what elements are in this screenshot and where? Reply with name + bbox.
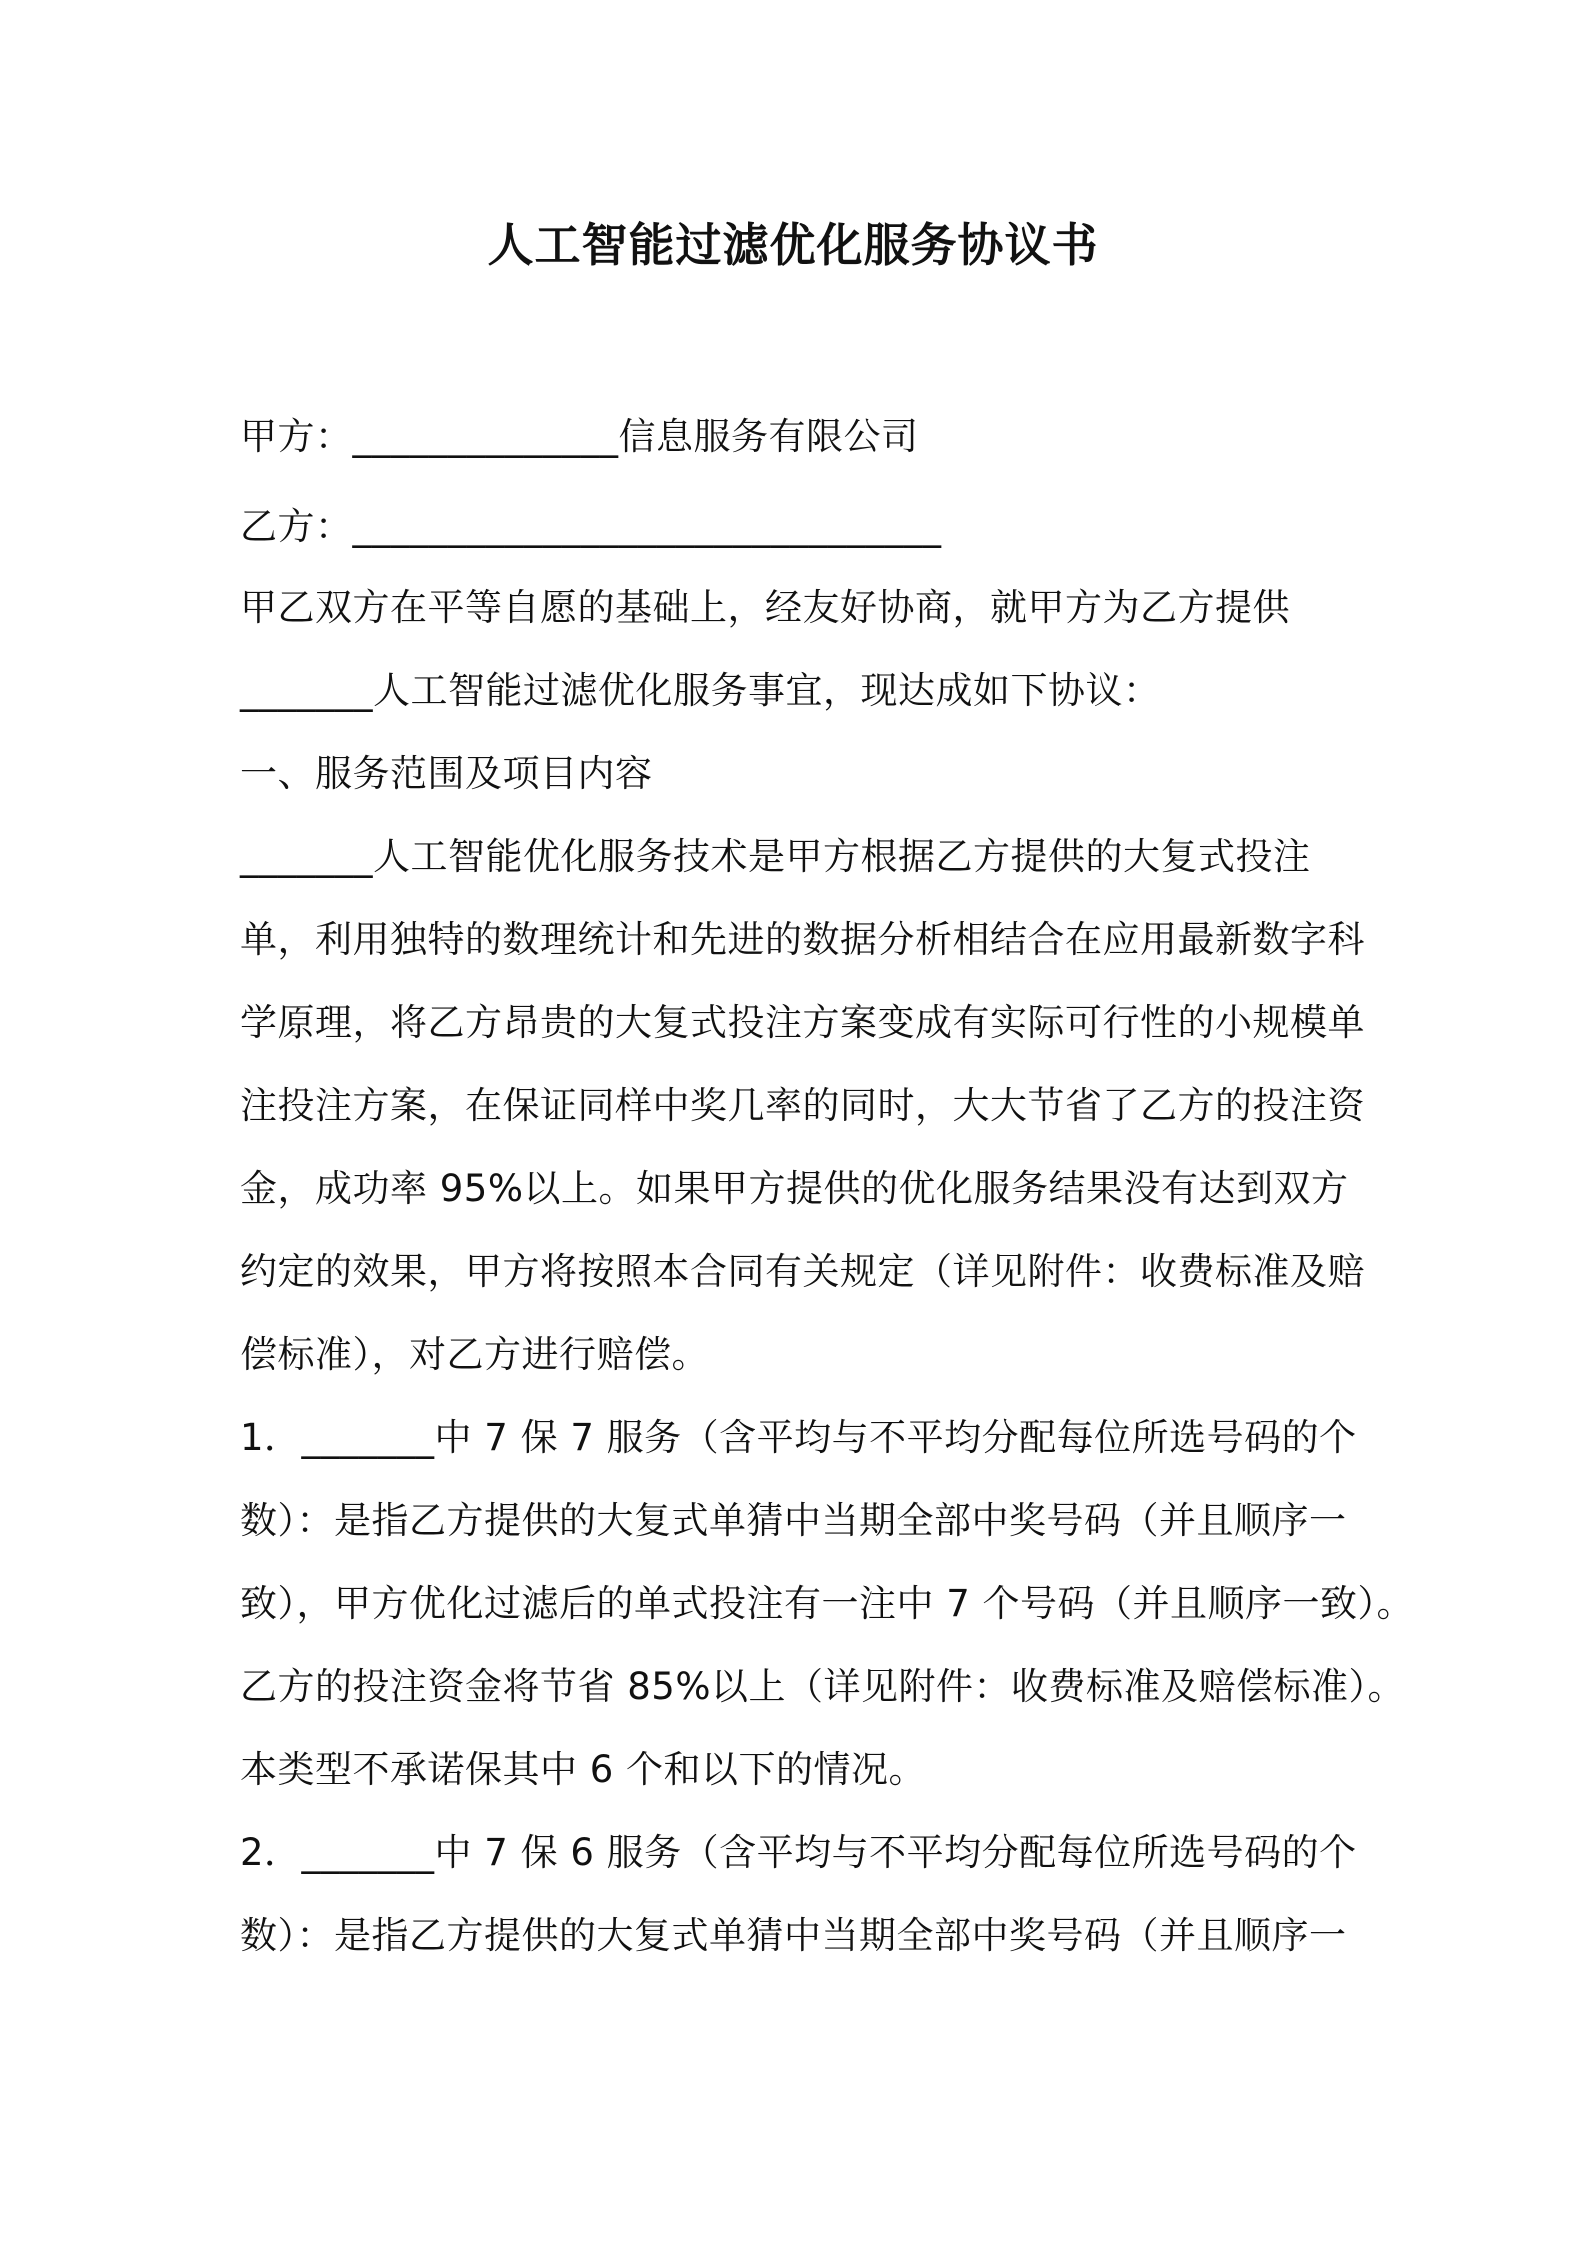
list-item-line: 2．_______中 7 保 6 服务（含平均与不平均分配每位所选号码的个 [240,1831,1357,1874]
paragraph-line: 约定的效果，甲方将按照本合同有关规定（详见附件：收费标准及赔 [240,1250,1365,1293]
section-heading: 一、服务范围及项目内容 [240,752,653,795]
paragraph-line: _______人工智能过滤优化服务事宜，现达成如下协议： [240,669,1161,712]
paragraph-line: 偿标准），对乙方进行赔偿。 [240,1333,709,1376]
paragraph-line: 乙方的投注资金将节省 85%以上（详见附件：收费标准及赔偿标准）。 [240,1665,1405,1708]
paragraph-line: 致），甲方优化过滤后的单式投注有一注中 7 个号码（并且顺序一致）。 [240,1582,1415,1625]
document-title: 人工智能过滤优化服务协议书 [487,218,1099,272]
paragraph-line: 注投注方案，在保证同样中奖几率的同时，大大节省了乙方的投注资 [240,1084,1365,1127]
list-item-line: 1．_______中 7 保 7 服务（含平均与不平均分配每位所选号码的个 [240,1416,1357,1459]
paragraph-line: 单，利用独特的数理统计和先进的数据分析相结合在应用最新数字科 [240,918,1365,961]
paragraph-line: 甲乙双方在平等自愿的基础上，经友好协商，就甲方为乙方提供 [240,586,1290,629]
paragraph-line: 学原理，将乙方昂贵的大复式投注方案变成有实际可行性的小规模单 [240,1001,1365,1044]
paragraph-line: 数）：是指乙方提供的大复式单猜中当期全部中奖号码（并且顺序一 [240,1914,1347,1957]
paragraph-line: 本类型不承诺保其中 6 个和以下的情况。 [240,1748,927,1791]
party-a-line: 甲方：______________信息服务有限公司 [240,415,919,458]
paragraph-line: 数）：是指乙方提供的大复式单猜中当期全部中奖号码（并且顺序一 [240,1499,1347,1542]
party-b-line: 乙方：_______________________________ [240,505,942,548]
paragraph-line: 金，成功率 95%以上。如果甲方提供的优化服务结果没有达到双方 [240,1167,1349,1210]
paragraph-line: _______人工智能优化服务技术是甲方根据乙方提供的大复式投注 [240,835,1311,878]
